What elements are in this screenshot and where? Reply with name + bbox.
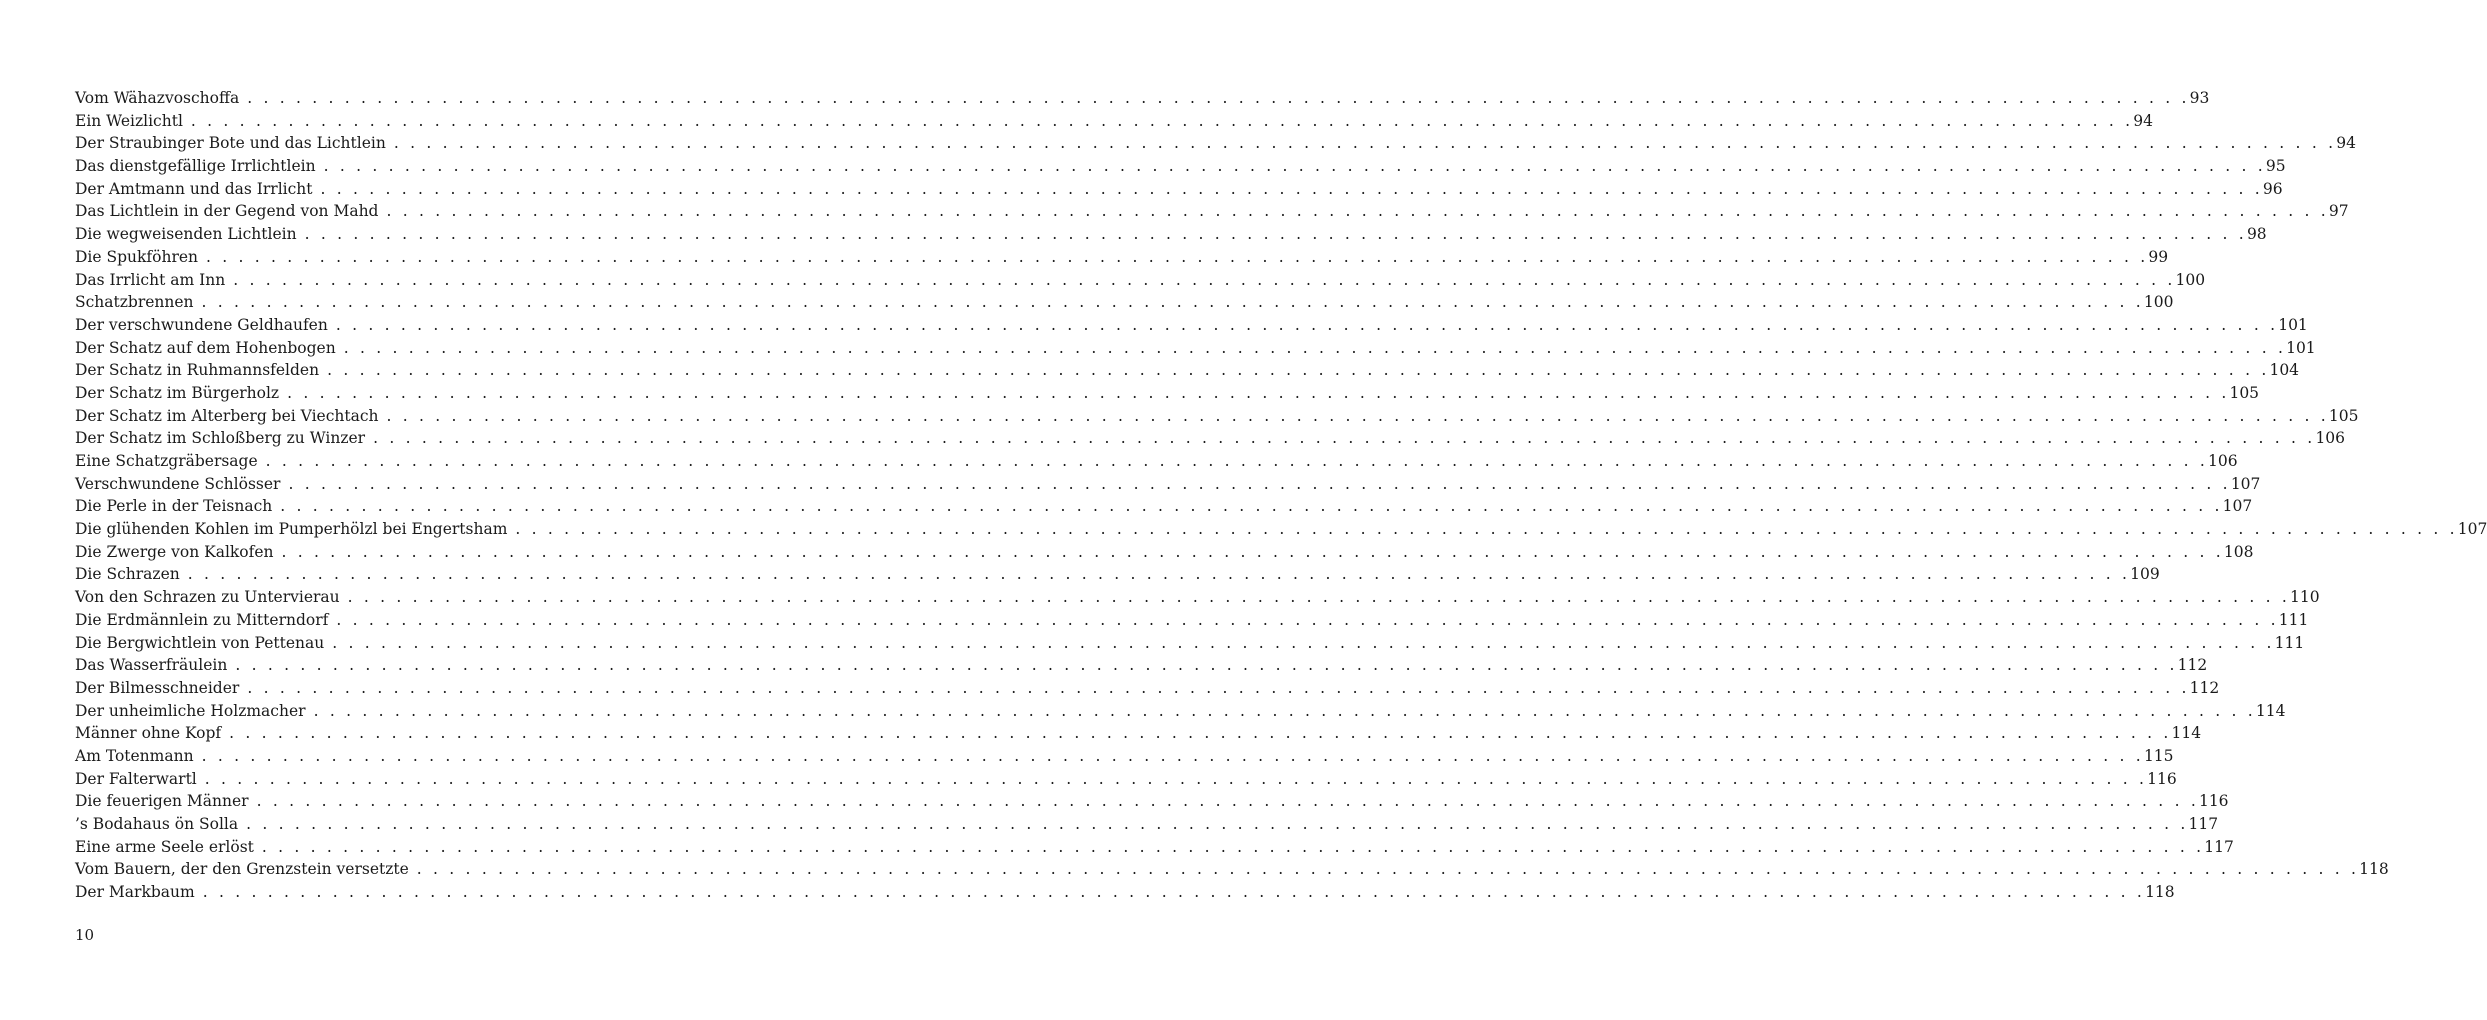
toc-entry-page: 110	[2290, 588, 2320, 607]
toc-entry	[75, 314, 2308, 337]
toc-entry-title: Das Irrlicht am Inn	[75, 270, 226, 289]
toc-entry-page: 114	[2255, 701, 2286, 720]
toc-entry-page: 112	[2189, 678, 2220, 697]
toc-entry-title: Eine Schatzgräbersage	[75, 452, 258, 470]
toc-entry-title: Die Bergwichtlein von Pettenau	[75, 633, 325, 652]
toc-entry-page: 118	[2145, 883, 2175, 902]
toc-entry	[75, 858, 2389, 881]
toc-entry-title: Die wegweisenden Lichtlein	[75, 225, 297, 244]
toc-entry-title: Der Falterwartl	[75, 769, 197, 788]
toc-entry	[75, 450, 2238, 473]
toc-entry-page: 99	[2148, 247, 2169, 266]
toc-dot-leader: . . . . . . . . . . . . . . . . . . . . . . . . . . . . . . . . . . . . . . . . . . . . . . . . . . . . . . . . . . . . . . . . . . . . . . . . . . . . . . . . . . . . . . . . . . . . . . . . . . . . . . . . . . . . . . . . . . . . . . . .	[202, 883, 2146, 902]
toc-entry	[75, 813, 2219, 836]
toc-entry-title: Der Schatz auf dem Hohenbogen	[75, 338, 336, 357]
toc-dot-leader: . . . . . . . . . . . . . . . . . . . . . . . . . . . . . . . . . . . . . . . . . . . . . . . . . . . . . . . . . . . . . . . . . . . . . . . . . . . . . . . . . . . . . . . . . . . . . . . . . . . . . . . . . . . . . . . . . . . . . . . .	[386, 406, 2329, 425]
toc-dot-leader: . . . . . . . . . . . . . . . . . . . . . . . . . . . . . . . . . . . . . . . . . . . . . . . . . . . . . . . . . . . . . . . . . . . . . . . . . . . . . . . . . . . . . . . . . . . . . . . . . . . . . . . . . . . . . . . . . . . . . . . .	[343, 338, 2287, 357]
toc-entry-title: Eine arme Seele erlöst	[75, 837, 254, 856]
toc-entry-title: Die Perle in der Teisnach	[75, 497, 273, 516]
toc-dot-leader: . . . . . . . . . . . . . . . . . . . . . . . . . . . . . . . . . . . . . . . . . . . . . . . . . . . . . . . . . . . . . . . . . . . . . . . . . . . . . . . . . . . . . . . . . . . . . . . . . . . . . . . . . . . . . . . . . . . . . . . .	[235, 656, 2178, 675]
toc-dot-leader: . . . . . . . . . . . . . . . . . . . . . . . . . . . . . . . . . . . . . . . . . . . . . . . . . . . . . . . . . . . . . . . . . . . . . . . . . . . . . . . . . . . . . . . . . . . . . . . . . . . . . . . . . . . . . . . . . . . . . . . .	[386, 202, 2329, 221]
toc-entry-title: Die glühenden Kohlen im Pumperhölzl bei Engertsham	[75, 520, 508, 539]
toc-dot-leader: . . . . . . . . . . . . . . . . . . . . . . . . . . . . . . . . . . . . . . . . . . . . . . . . . . . . . . . . . . . . . . . . . . . . . . . . . . . . . . . . . . . . . . . . . . . . . . . . . . . . . . . . . . . . . . . . . . . . . . . .	[335, 315, 2279, 334]
toc-entry-title: Vom Wähazvoschoffa	[75, 89, 240, 107]
toc-dot-leader: . . . . . . . . . . . . . . . . . . . . . . . . . . . . . . . . . . . . . . . . . . . . . . . . . . . . . . . . . . . . . . . . . . . . . . . . . . . . . . . . . . . . . . . . . . . . . . . . . . . . . . . . . . . . . . . . . . . . . . . .	[313, 701, 2256, 720]
toc-dot-leader: . . . . . . . . . . . . . . . . . . . . . . . . . . . . . . . . . . . . . . . . . . . . . . . . . . . . . . . . . . . . . . . . . . . . . . . . . . . . . . . . . . . . . . . . . . . . . . . . . . . . . . . . . . . . . . . . . . . . . . . .	[281, 542, 2224, 561]
toc-dot-leader: . . . . . . . . . . . . . . . . . . . . . . . . . . . . . . . . . . . . . . . . . . . . . . . . . . . . . . . . . . . . . . . . . . . . . . . . . . . . . . . . . . . . . . . . . . . . . . . . . . . . . . . . . . . . . . . . . . . . . . . .	[204, 769, 2148, 788]
toc-entry-page: 106	[2208, 452, 2238, 470]
toc-entry	[75, 337, 2316, 360]
toc-entry-page: 94	[2133, 111, 2154, 130]
toc-entry-title: Schatzbrennen	[75, 293, 194, 312]
toc-entry-page: 105	[2229, 383, 2260, 402]
toc-entry-page: 106	[2315, 429, 2346, 448]
toc-entry-title: Der unheimliche Holzmacher	[75, 701, 306, 720]
toc-entry-title: Der Amtmann und das Irrlicht	[75, 179, 313, 198]
toc-entry	[75, 790, 2229, 813]
toc-entry	[75, 722, 2202, 745]
toc-entry-page: 116	[2198, 792, 2229, 811]
toc-dot-leader: . . . . . . . . . . . . . . . . . . . . . . . . . . . . . . . . . . . . . . . . . . . . . . . . . . . . . . . . . . . . . . . . . . . . . . . . . . . . . . . . . . . . . . . . . . . . . . . . . . . . . . . . . . . . . . . . . . . . . . . .	[347, 588, 2291, 607]
toc-entry	[75, 563, 2160, 586]
toc-dot-leader: . . . . . . . . . . . . . . . . . . . . . . . . . . . . . . . . . . . . . . . . . . . . . . . . . . . . . . . . . . . . . . . . . . . . . . . . . . . . . . . . . . . . . . . . . . . . . . . . . . . . . . . . . . . . . . . . . . . . . . . .	[323, 157, 2266, 176]
toc-entry-title: Der Markbaum	[75, 883, 195, 902]
toc-entry-page: 101	[2278, 315, 2308, 334]
toc-entry-page: 118	[2359, 860, 2389, 879]
toc-entry-page: 115	[2143, 746, 2174, 765]
toc-dot-leader: . . . . . . . . . . . . . . . . . . . . . . . . . . . . . . . . . . . . . . . . . . . . . . . . . . . . . . . . . . . . . . . . . . . . . . . . . . . . . . . . . . . . . . . . . . . . . . . . . . . . . . . . . . . . . . . . . . . . . . . .	[332, 633, 2275, 652]
toc-entry-page: 111	[2278, 610, 2309, 629]
toc-entry	[75, 87, 2210, 110]
toc-entry-page: 111	[2274, 633, 2305, 652]
toc-entry-title: Ein Weizlichtl	[75, 111, 183, 130]
toc-dot-leader: . . . . . . . . . . . . . . . . . . . . . . . . . . . . . . . . . . . . . . . . . . . . . . . . . . . . . . . . . . . . . . . . . . . . . . . . . . . . . . . . . . . . . . . . . . . . . . . . . . . . . . . . . . . . . . . . . . . . . . . .	[247, 89, 2190, 107]
toc-entry-page: 94	[2336, 134, 2356, 153]
toc-entry-title: ’s Bodahaus ön Solla	[75, 815, 239, 833]
toc-entry	[75, 768, 2177, 791]
toc-dot-leader: . . . . . . . . . . . . . . . . . . . . . . . . . . . . . . . . . . . . . . . . . . . . . . . . . . . . . . . . . . . . . . . . . . . . . . . . . . . . . . . . . . . . . . . . . . . . . . . . . . . . . . . . . . . . . . . . . . . . . . . .	[233, 270, 2176, 289]
toc-entry-title: Der Bilmesschneider	[75, 678, 240, 697]
toc-entry-title: Der Schatz im Bürgerholz	[75, 383, 280, 402]
toc-dot-leader: . . . . . . . . . . . . . . . . . . . . . . . . . . . . . . . . . . . . . . . . . . . . . . . . . . . . . . . . . . . . . . . . . . . . . . . . . . . . . . . . . . . . . . . . . . . . . . . . . . . . . . . . . . . . . . . . . . . . . . . .	[246, 815, 2189, 833]
toc-dot-leader: . . . . . . . . . . . . . . . . . . . . . . . . . . . . . . . . . . . . . . . . . . . . . . . . . . . . . . . . . . . . . . . . . . . . . . . . . . . . . . . . . . . . . . . . . . . . . . . . . . . . . . . . . . . . . . . . . . . . . . . .	[187, 565, 2131, 584]
toc-entry	[75, 132, 2356, 155]
toc-dot-leader: . . . . . . . . . . . . . . . . . . . . . . . . . . . . . . . . . . . . . . . . . . . . . . . . . . . . . . . . . . . . . . . . . . . . . . . . . . . . . . . . . . . . . . . . . . . . . . . . . . . . . . . . . . . . . . . . . . . . . . . .	[515, 520, 2458, 539]
toc-entry	[75, 200, 2349, 223]
toc-entry-page: 105	[2328, 406, 2359, 425]
page-number: 10	[75, 926, 95, 944]
toc-entry-title: Die Spukföhren	[75, 247, 199, 266]
toc-entry-page: 100	[2175, 270, 2206, 289]
toc-entry-page: 96	[2262, 179, 2283, 198]
toc-entry-page: 116	[2147, 769, 2177, 788]
toc-dot-leader: . . . . . . . . . . . . . . . . . . . . . . . . . . . . . . . . . . . . . . . . . . . . . . . . . . . . . . . . . . . . . . . . . . . . . . . . . . . . . . . . . . . . . . . . . . . . . . . . . . . . . . . . . . . . . . . . . . . . . . . .	[336, 610, 2279, 629]
toc-dot-leader: . . . . . . . . . . . . . . . . . . . . . . . . . . . . . . . . . . . . . . . . . . . . . . . . . . . . . . . . . . . . . . . . . . . . . . . . . . . . . . . . . . . . . . . . . . . . . . . . . . . . . . . . . . . . . . . . . . . . . . . .	[256, 792, 2199, 811]
toc-entry-page: 107	[2222, 497, 2253, 516]
toc-entry	[75, 405, 2359, 428]
toc-entry	[75, 473, 2261, 496]
toc-entry	[75, 677, 2220, 700]
toc-entry	[75, 382, 2260, 405]
toc-dot-leader: . . . . . . . . . . . . . . . . . . . . . . . . . . . . . . . . . . . . . . . . . . . . . . . . . . . . . . . . . . . . . . . . . . . . . . . . . . . . . . . . . . . . . . . . . . . . . . . . . . . . . . . . . . . . . . . . . . . . . . . .	[288, 474, 2231, 493]
toc-entry	[75, 495, 2253, 518]
toc-entry-page: 107	[2457, 520, 2487, 539]
toc-entry	[75, 745, 2174, 768]
toc-entry-page: 114	[2171, 724, 2202, 743]
toc-entry-title: Die feuerigen Männer	[75, 792, 249, 811]
toc-entry-title: Das dienstgefällige Irrlichtlein	[75, 157, 316, 176]
toc-dot-leader: . . . . . . . . . . . . . . . . . . . . . . . . . . . . . . . . . . . . . . . . . . . . . . . . . . . . . . . . . . . . . . . . . . . . . . . . . . . . . . . . . . . . . . . . . . . . . . . . . . . . . . . . . . . . . . . . . . . . . . . .	[304, 225, 2247, 244]
toc-entry	[75, 632, 2305, 655]
toc-dot-leader: . . . . . . . . . . . . . . . . . . . . . . . . . . . . . . . . . . . . . . . . . . . . . . . . . . . . . . . . . . . . . . . . . . . . . . . . . . . . . . . . . . . . . . . . . . . . . . . . . . . . . . . . . . . . . . . . . . . . . . . .	[261, 837, 2205, 856]
toc-entry	[75, 654, 2208, 677]
toc-entry-title: Die Schrazen	[75, 565, 180, 584]
toc-entry-title: Männer ohne Kopf	[75, 724, 222, 743]
toc-entry	[75, 291, 2174, 314]
toc-entry	[75, 178, 2283, 201]
toc-dot-leader: . . . . . . . . . . . . . . . . . . . . . . . . . . . . . . . . . . . . . . . . . . . . . . . . . . . . . . . . . . . . . . . . . . . . . . . . . . . . . . . . . . . . . . . . . . . . . . . . . . . . . . . . . . . . . . . . . . . . . . . .	[280, 497, 2223, 516]
toc-entry-title: Von den Schrazen zu Untervierau	[75, 588, 340, 607]
toc-entry-page: 101	[2286, 338, 2316, 357]
table-of-contents	[75, 87, 2487, 904]
toc-entry-page: 112	[2177, 656, 2208, 675]
toc-entry-title: Der verschwundene Geldhaufen	[75, 315, 328, 334]
toc-dot-leader: . . . . . . . . . . . . . . . . . . . . . . . . . . . . . . . . . . . . . . . . . . . . . . . . . . . . . . . . . . . . . . . . . . . . . . . . . . . . . . . . . . . . . . . . . . . . . . . . . . . . . . . . . . . . . . . . . . . . . . . .	[206, 247, 2149, 266]
toc-entry-title: Verschwundene Schlösser	[75, 474, 281, 493]
toc-entry	[75, 110, 2154, 133]
toc-entry	[75, 541, 2254, 564]
toc-dot-leader: . . . . . . . . . . . . . . . . . . . . . . . . . . . . . . . . . . . . . . . . . . . . . . . . . . . . . . . . . . . . . . . . . . . . . . . . . . . . . . . . . . . . . . . . . . . . . . . . . . . . . . . . . . . . . . . . . . . . . . . .	[320, 179, 2263, 198]
toc-entry-page: 107	[2230, 474, 2261, 493]
toc-entry	[75, 223, 2267, 246]
toc-dot-leader: . . . . . . . . . . . . . . . . . . . . . . . . . . . . . . . . . . . . . . . . . . . . . . . . . . . . . . . . . . . . . . . . . . . . . . . . . . . . . . . . . . . . . . . . . . . . . . . . . . . . . . . . . . . . . . . . . . . . . . . .	[416, 860, 2360, 879]
toc-dot-leader: . . . . . . . . . . . . . . . . . . . . . . . . . . . . . . . . . . . . . . . . . . . . . . . . . . . . . . . . . . . . . . . . . . . . . . . . . . . . . . . . . . . . . . . . . . . . . . . . . . . . . . . . . . . . . . . . . . . . . . . .	[201, 293, 2144, 312]
toc-entry-page: 100	[2143, 293, 2174, 312]
toc-entry-page: 98	[2246, 225, 2267, 244]
toc-entry-title: Der Schatz in Ruhmannsfelden	[75, 361, 320, 380]
toc-entry-page: 104	[2269, 361, 2300, 380]
toc-entry-title: Die Zwerge von Kalkofen	[75, 542, 274, 561]
toc-entry-title: Der Straubinger Bote und das Lichtlein	[75, 134, 386, 153]
toc-entry-page: 93	[2189, 89, 2210, 107]
toc-entry	[75, 700, 2286, 723]
toc-entry	[75, 269, 2206, 292]
toc-entry-page: 108	[2223, 542, 2254, 561]
toc-entry	[75, 155, 2286, 178]
toc-entry-title: Das Lichtlein in der Gegend von Mahd	[75, 202, 379, 221]
toc-entry	[75, 586, 2320, 609]
toc-entry	[75, 246, 2169, 269]
toc-entry-title: Der Schatz im Alterberg bei Viechtach	[75, 406, 379, 425]
toc-entry-page: 97	[2328, 202, 2349, 221]
toc-entry-page: 95	[2265, 157, 2286, 176]
toc-entry	[75, 609, 2309, 632]
toc-dot-leader: . . . . . . . . . . . . . . . . . . . . . . . . . . . . . . . . . . . . . . . . . . . . . . . . . . . . . . . . . . . . . . . . . . . . . . . . . . . . . . . . . . . . . . . . . . . . . . . . . . . . . . . . . . . . . . . . . . . . . . . .	[287, 383, 2230, 402]
toc-entry-page: 117	[2204, 837, 2234, 856]
toc-dot-leader: . . . . . . . . . . . . . . . . . . . . . . . . . . . . . . . . . . . . . . . . . . . . . . . . . . . . . . . . . . . . . . . . . . . . . . . . . . . . . . . . . . . . . . . . . . . . . . . . . . . . . . . . . . . . . . . . . . . . . . . .	[229, 724, 2172, 743]
toc-entry-title: Die Erdmännlein zu Mitterndorf	[75, 610, 329, 629]
toc-dot-leader: . . . . . . . . . . . . . . . . . . . . . . . . . . . . . . . . . . . . . . . . . . . . . . . . . . . . . . . . . . . . . . . . . . . . . . . . . . . . . . . . . . . . . . . . . . . . . . . . . . . . . . . . . . . . . . . . . . . . . . . .	[393, 134, 2337, 153]
toc-dot-leader: . . . . . . . . . . . . . . . . . . . . . . . . . . . . . . . . . . . . . . . . . . . . . . . . . . . . . . . . . . . . . . . . . . . . . . . . . . . . . . . . . . . . . . . . . . . . . . . . . . . . . . . . . . . . . . . . . . . . . . . .	[373, 429, 2316, 448]
toc-entry-title: Das Wasserfräulein	[75, 656, 228, 675]
toc-dot-leader: . . . . . . . . . . . . . . . . . . . . . . . . . . . . . . . . . . . . . . . . . . . . . . . . . . . . . . . . . . . . . . . . . . . . . . . . . . . . . . . . . . . . . . . . . . . . . . . . . . . . . . . . . . . . . . . . . . . . . . . .	[265, 452, 2208, 470]
toc-dot-leader: . . . . . . . . . . . . . . . . . . . . . . . . . . . . . . . . . . . . . . . . . . . . . . . . . . . . . . . . . . . . . . . . . . . . . . . . . . . . . . . . . . . . . . . . . . . . . . . . . . . . . . . . . . . . . . . . . . . . . . . .	[327, 361, 2270, 380]
toc-entry	[75, 427, 2346, 450]
toc-entry-page: 117	[2188, 815, 2219, 833]
toc-entry-page: 109	[2130, 565, 2160, 584]
toc-entry	[75, 881, 2175, 904]
toc-entry-title: Der Schatz im Schloßberg zu Winzer	[75, 429, 366, 448]
toc-entry	[75, 359, 2300, 382]
toc-dot-leader: . . . . . . . . . . . . . . . . . . . . . . . . . . . . . . . . . . . . . . . . . . . . . . . . . . . . . . . . . . . . . . . . . . . . . . . . . . . . . . . . . . . . . . . . . . . . . . . . . . . . . . . . . . . . . . . . . . . . . . . .	[201, 746, 2144, 765]
toc-entry-title: Am Totenmann	[75, 746, 194, 765]
toc-entry	[75, 836, 2234, 859]
toc-entry	[75, 518, 2487, 541]
toc-dot-leader: . . . . . . . . . . . . . . . . . . . . . . . . . . . . . . . . . . . . . . . . . . . . . . . . . . . . . . . . . . . . . . . . . . . . . . . . . . . . . . . . . . . . . . . . . . . . . . . . . . . . . . . . . . . . . . . . . . . . . . . .	[190, 111, 2134, 130]
toc-dot-leader: . . . . . . . . . . . . . . . . . . . . . . . . . . . . . . . . . . . . . . . . . . . . . . . . . . . . . . . . . . . . . . . . . . . . . . . . . . . . . . . . . . . . . . . . . . . . . . . . . . . . . . . . . . . . . . . . . . . . . . . .	[247, 678, 2190, 697]
toc-entry-title: Vom Bauern, der den Grenzstein versetzte	[75, 860, 409, 879]
